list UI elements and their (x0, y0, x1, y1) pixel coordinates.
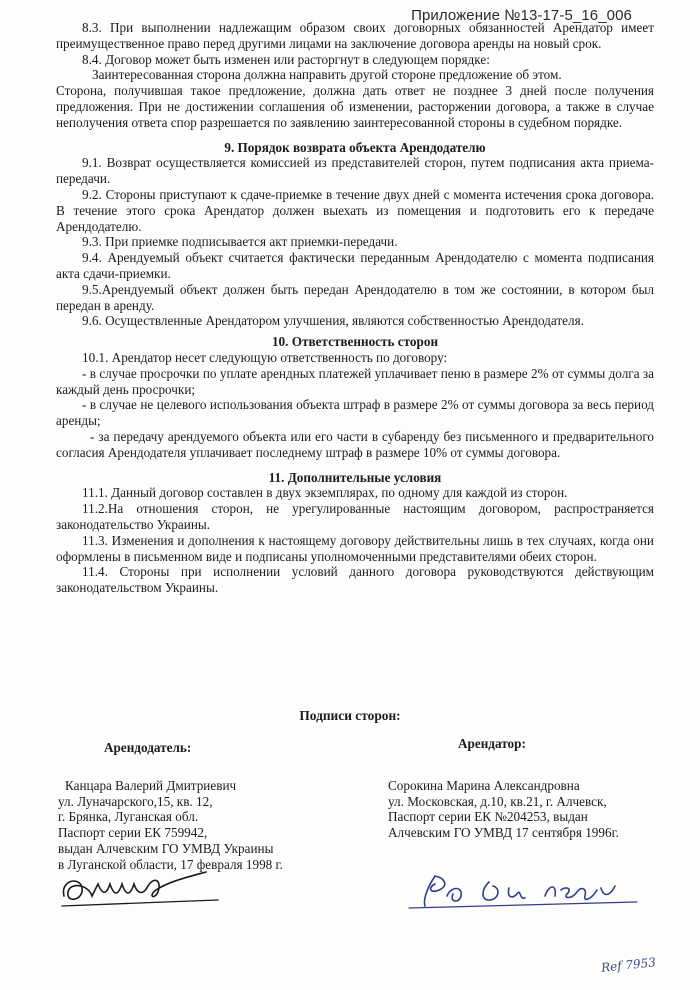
clause-8-4-b: Сторона, получившая такое предложение, должна дать ответ не позднее 3 дней после получения предложения. При не достижении соглашения об изменении, расторжении договора, а также в случае неполучения ответа спор разрешается по заявлению заинтересованной стороны в судебном порядке. (56, 83, 654, 130)
contract-body (56, 20, 654, 596)
clause-9-3: 9.3. При приемке подписывается акт приемки-передачи. (82, 234, 398, 250)
penalty-item-1: - в случае просрочки по уплате арендных платежей уплачивает пеню в размере 2% от суммы долга за каждый день просрочки; (56, 365, 654, 397)
section-9-title: 9. Порядок возврата объекта Арендодателю (224, 139, 486, 155)
penalty-item-3: - за передачу арендуемого объекта или его части в субаренду без письменного и предварительного согласия Арендодателя уплачивает последнему штраф в размере 10% от суммы договора. (56, 428, 654, 460)
landlord-passport: Паспорт серии ЕК 759942, (58, 825, 208, 841)
clause-8-3: 8.3. При выполнении надлежащим образом своих договорных обязанностей Арендатор имеет преимущественное право перед другими лицами на заключение договора аренды на новый срок. (56, 20, 654, 51)
tenant-role: Арендатор: (458, 736, 526, 751)
clause-11-3: 11.3. Изменения и дополнения к настоящему договору действительны лишь в тех случаях, когда они оформлены в письменном виде и подписаны уполномоченными представителями обеих сторон. (56, 532, 654, 564)
landlord-issued-line-2: в Луганской области, 17 февраля 1998 г. (58, 856, 283, 872)
landlord-role: Арендодатель: (104, 740, 192, 755)
tenant-name: Сорокина Марина Александровна (388, 777, 580, 793)
clause-9-5: 9.5.Арендуемый объект должен быть передан Арендодателю в том же состоянии, в котором был передан в аренду. (56, 281, 654, 313)
clause-11-4: 11.4. Стороны при исполнении условий данного договора руководствуются действующим законодательством Украины. (56, 564, 654, 596)
landlord-address-line-2: г. Брянка, Луганская обл. (58, 809, 199, 825)
clause-9-4: 9.4. Арендуемый объект считается фактически переданным Арендодателю с момента подписания акта сдачи-приемки. (56, 250, 654, 281)
appendix-number: Приложение №13-17-5_16_006 (411, 7, 632, 24)
tenant-address: ул. Московская, д.10, кв.21, г. Алчевск, (388, 793, 607, 809)
clause-8-4: 8.4. Договор может быть изменен или расторгнут в следующем порядке: (82, 51, 490, 67)
tenant-block (388, 736, 688, 841)
tenant-passport: Паспорт серии ЕК №204253, выдан (388, 809, 588, 825)
penalty-item-2: - в случае не целевого использования объекта штраф в размере 2% от суммы договора за весь период аренды; (56, 397, 654, 429)
landlord-address-line-1: ул. Луначарского,15, кв. 12, (58, 793, 213, 809)
stamp-note: Ref 7953 (600, 955, 657, 975)
landlord-block (58, 740, 348, 873)
landlord-signature (58, 866, 228, 914)
signatures-title: Подписи сторон: (299, 708, 401, 723)
clause-9-6: 9.6. Осуществленные Арендатором улучшения, являются собственностью Арендодателя. (82, 313, 584, 329)
clause-8-4-a: Заинтересованная сторона должна направить другой стороне предложение об этом. (92, 67, 562, 83)
clause-11-2: 11.2.На отношения сторон, не урегулированные настоящим договором, распространяется законодательство Украины. (56, 501, 654, 532)
section-11-title: 11. Дополнительные условия (268, 469, 442, 485)
landlord-name: Канцара Валерий Дмитриевич (65, 777, 237, 793)
section-10-title: 10. Ответственность сторон (271, 334, 439, 350)
clause-10-1: 10.1. Арендатор несет следующую ответственность по договору: (82, 349, 448, 365)
clause-9-2: 9.2. Стороны приступают к сдаче-приемке в течение двух дней с момента истечения срока договора. В течение этого срока Арендатор должен выехать из помещения и подготовить его к передаче Арендодателю. (56, 186, 654, 234)
landlord-issued-line-1: выдан Алчевским ГО УМВД Украины (58, 840, 274, 856)
clause-11-1: 11.1. Данный договор составлен в двух экземплярах, по одному для каждой из сторон. (82, 485, 568, 501)
tenant-issued: Алчевским ГО УМВД 17 сентября 1996г. (388, 825, 619, 841)
clause-9-1: 9.1. Возврат осуществляется комиссией из представителей сторон, путем подписания акта приема-передачи. (56, 155, 654, 187)
tenant-signature (405, 866, 645, 914)
